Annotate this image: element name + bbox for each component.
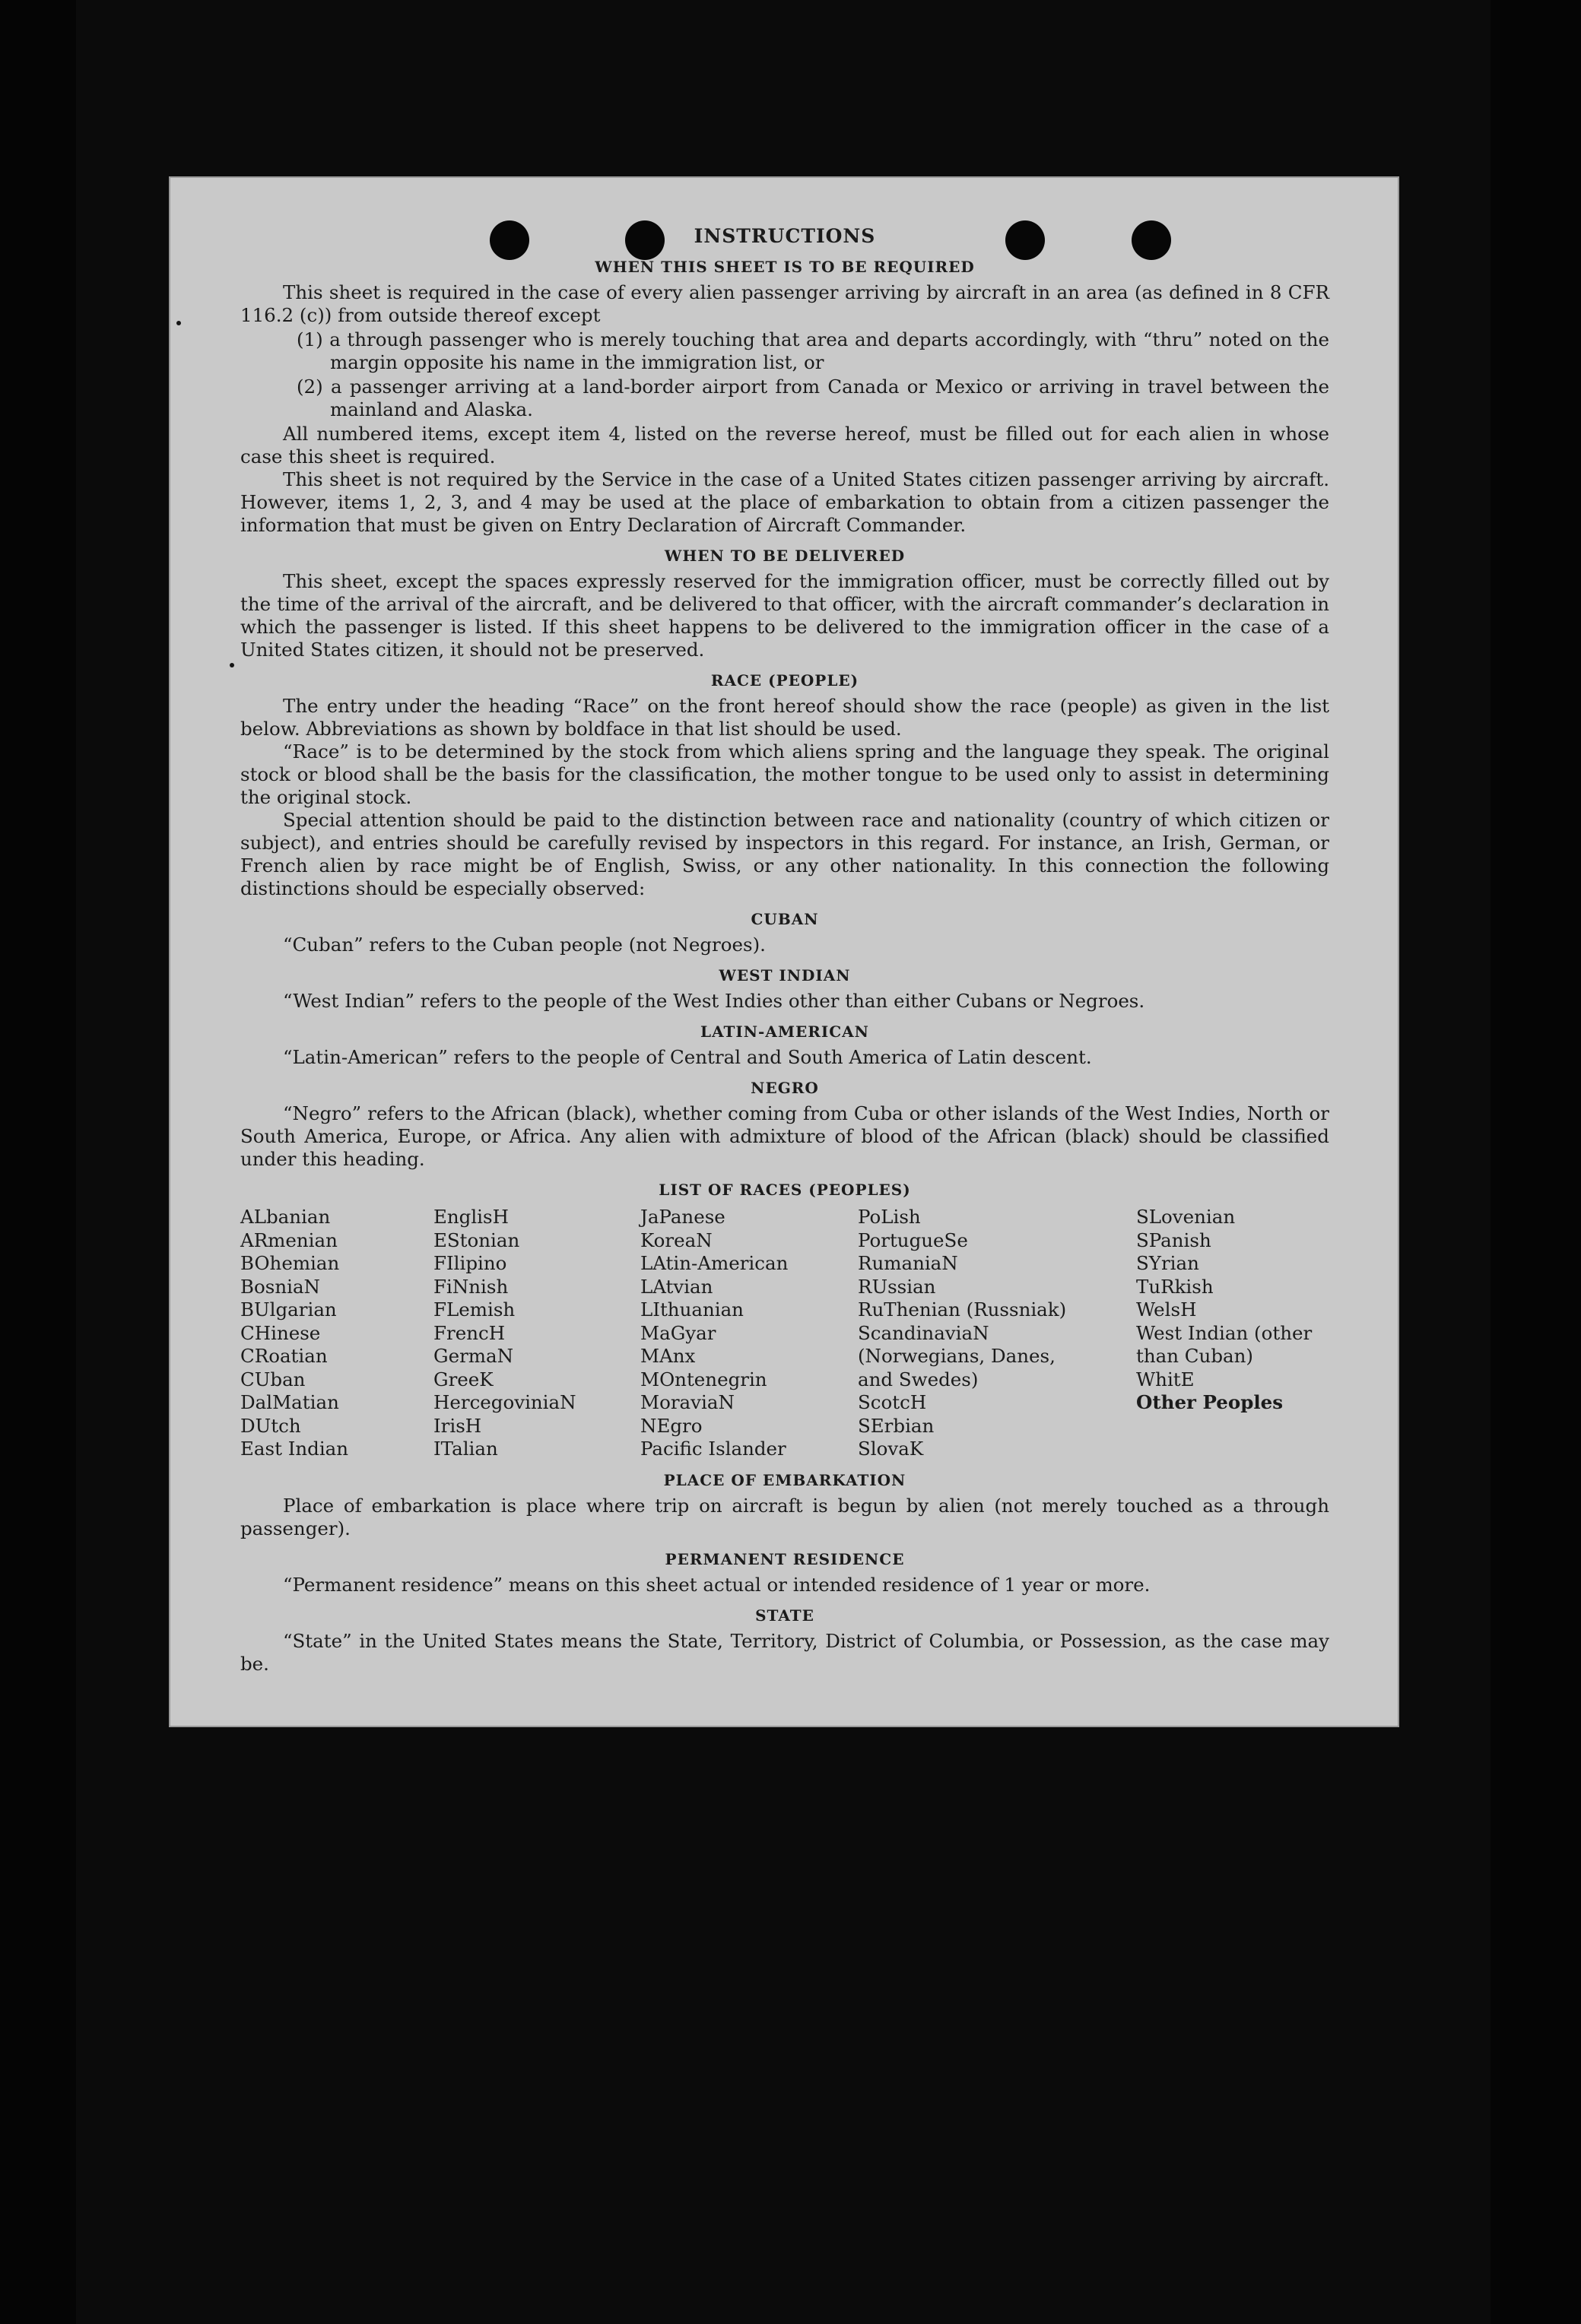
- race-entry: SYrian: [1136, 1252, 1199, 1274]
- race-entry: ALbanian: [240, 1206, 331, 1228]
- race-entry: SErbian: [858, 1414, 935, 1437]
- race-entry: EnglisH: [433, 1206, 509, 1228]
- race-entry: West Indian (other than Cuban): [1136, 1321, 1313, 1367]
- race-entry: MaGyar: [640, 1321, 716, 1344]
- race-entry: WhitE: [1136, 1368, 1195, 1390]
- race-entry: MOntenegrin: [640, 1368, 767, 1390]
- paragraph: “Permanent residence” means on this sheet actual or intended residence of 1 year or more.: [283, 1573, 1151, 1596]
- section-heading: WHEN TO BE DELIVERED: [664, 547, 906, 565]
- race-entry: PoLish: [858, 1206, 921, 1228]
- paragraph: “Latin-American” refers to the people of Central and South America of Latin descent.: [283, 1046, 1092, 1068]
- race-entry: JaPanese: [640, 1206, 725, 1228]
- paragraph: “West Indian” refers to the people of the West Indies other than either Cubans or Negroes.: [283, 990, 1145, 1012]
- race-column: [858, 1206, 1136, 1461]
- race-entry: GermaN: [433, 1345, 514, 1367]
- race-entry: BosniaN: [240, 1275, 320, 1298]
- race-entry: ScandinaviaN (Norwegians, Danes, and Swedes): [858, 1321, 1056, 1390]
- paragraph: This sheet is not required by the Service in the case of a United States citizen passenger arriving by aircraft. However, items 1, 2, 3, and 4 may be used at the place of embarkation to obtain from a citizen passenger the information that must be given on Entry Declaration of Aircraft Commander.: [240, 468, 1329, 536]
- race-entry: TuRkish: [1136, 1275, 1214, 1298]
- race-entry: MoraviaN: [640, 1391, 735, 1413]
- section-heading: PERMANENT RESIDENCE: [665, 1549, 905, 1568]
- race-entry: PortugueSe: [858, 1229, 968, 1251]
- ink-speck: [230, 663, 234, 667]
- race-entry: GreeK: [433, 1368, 494, 1390]
- race-entry: ARmenian: [240, 1229, 338, 1251]
- paragraph: The entry under the heading “Race” on the front hereof should show the race (people) as given in the list below. Abbreviations as shown by boldface in that list should be used.: [240, 695, 1329, 740]
- race-entry: FLemish: [433, 1298, 516, 1321]
- race-entry: FrencH: [433, 1321, 506, 1344]
- document-sheet: [169, 176, 1399, 1727]
- race-entry: FiNnish: [433, 1275, 509, 1298]
- section-heading: LATIN-AMERICAN: [700, 1022, 869, 1041]
- race-entry: DUtch: [240, 1414, 301, 1437]
- race-entry: FIlipino: [433, 1252, 507, 1274]
- race-entry: IrisH: [433, 1414, 482, 1437]
- race-entry: ScotcH: [858, 1391, 927, 1413]
- section-heading: PLACE OF EMBARKATION: [663, 1470, 906, 1489]
- race-entry: MAnx: [640, 1345, 696, 1367]
- race-entry: SlovaK: [858, 1438, 924, 1460]
- race-column: [240, 1206, 433, 1461]
- race-entry: Other Peoples: [1136, 1391, 1284, 1413]
- race-entry: CRoatian: [240, 1345, 328, 1367]
- document-body: [240, 225, 1329, 1676]
- paragraph: Place of embarkation is place where trip on aircraft is begun by alien (not merely touched as a through passenger).: [240, 1494, 1329, 1539]
- race-entry: RumaniaN: [858, 1252, 958, 1274]
- ink-speck: [176, 321, 181, 325]
- race-entry: DalMatian: [240, 1391, 339, 1413]
- race-column: [1136, 1206, 1329, 1461]
- race-entry: RuThenian (Russniak): [858, 1298, 1067, 1321]
- section-heading: NEGRO: [751, 1079, 819, 1097]
- race-entry: SLovenian: [1136, 1206, 1236, 1228]
- race-entry: SPanish: [1136, 1229, 1211, 1251]
- section-heading: RACE (PEOPLE): [710, 671, 859, 690]
- race-entry: LIthuanian: [640, 1298, 744, 1321]
- race-list: [240, 1206, 1329, 1461]
- race-entry: LAtin-American: [640, 1252, 789, 1274]
- race-entry: CHinese: [240, 1321, 321, 1344]
- list-item: (2) a passenger arriving at a land-border airport from Canada or Mexico or arriving in travel between the mainland and Alaska.: [297, 376, 1329, 420]
- race-entry: LAtvian: [640, 1275, 713, 1298]
- race-entry: CUban: [240, 1368, 306, 1390]
- race-column: [640, 1206, 858, 1461]
- race-entry: KoreaN: [640, 1229, 713, 1251]
- paragraph: All numbered items, except item 4, listed on the reverse hereof, must be filled out for each alien in whose case this sheet is required.: [240, 423, 1329, 468]
- race-entry: NEgro: [640, 1414, 703, 1437]
- section-heading: WHEN THIS SHEET IS TO BE REQUIRED: [595, 258, 975, 276]
- paragraph: “Race” is to be determined by the stock from which aliens spring and the language they speak. The original stock or blood shall be the basis for the classification, the mother tongue to be used only to assist in determining the original stock.: [240, 740, 1329, 808]
- race-entry: East Indian: [240, 1438, 349, 1460]
- section-heading: STATE: [755, 1606, 814, 1625]
- race-entry: BUlgarian: [240, 1298, 337, 1321]
- race-entry: BOhemian: [240, 1252, 340, 1274]
- race-column: [433, 1206, 640, 1461]
- paragraph: Special attention should be paid to the distinction between race and nationality (country of which citizen or subject), and entries should be carefully revised by inspectors in this regard. For instance, an Irish, German, or French alien by race might be of English, Swiss, or any other nationality. In this connection the following distinctions should be especially observed:: [240, 809, 1329, 899]
- race-entry: EStonian: [433, 1229, 520, 1251]
- paragraph: This sheet, except the spaces expressly reserved for the immigration officer, must be correctly filled out by the time of the arrival of the aircraft, and be delivered to that officer, with the aircraft commander’s declaration in which the passenger is listed. If this sheet happens to be delivered to the immigration officer in the case of a United States citizen, it should not be preserved.: [240, 570, 1329, 661]
- page-title: INSTRUCTIONS: [694, 225, 876, 247]
- race-entry: HercegoviniaN: [433, 1391, 576, 1413]
- paragraph: “State” in the United States means the State, Territory, District of Columbia, or Possession, as the case may be.: [240, 1629, 1329, 1675]
- section-heading: CUBAN: [751, 910, 819, 928]
- paragraph: “Negro” refers to the African (black), whether coming from Cuba or other islands of the West Indies, North or South America, Europe, or Africa. Any alien with admixture of blood of the African (black) should be classified under this heading.: [240, 1102, 1329, 1170]
- paragraph: This sheet is required in the case of every alien passenger arriving by aircraft in an area (as defined in 8 CFR 116.2 (c)) from outside thereof except: [240, 281, 1329, 326]
- list-item: (1) a through passenger who is merely touching that area and departs accordingly, with “thru” noted on the margin opposite his name in the immigration list, or: [297, 328, 1329, 373]
- section-heading: WEST INDIAN: [719, 966, 851, 984]
- race-entry: RUssian: [858, 1275, 936, 1298]
- section-heading: LIST OF RACES (PEOPLES): [659, 1181, 911, 1199]
- race-entry: WelsH: [1136, 1298, 1197, 1321]
- race-entry: ITalian: [433, 1438, 498, 1460]
- paragraph: “Cuban” refers to the Cuban people (not Negroes).: [283, 934, 766, 956]
- race-entry: Pacific Islander: [640, 1438, 786, 1460]
